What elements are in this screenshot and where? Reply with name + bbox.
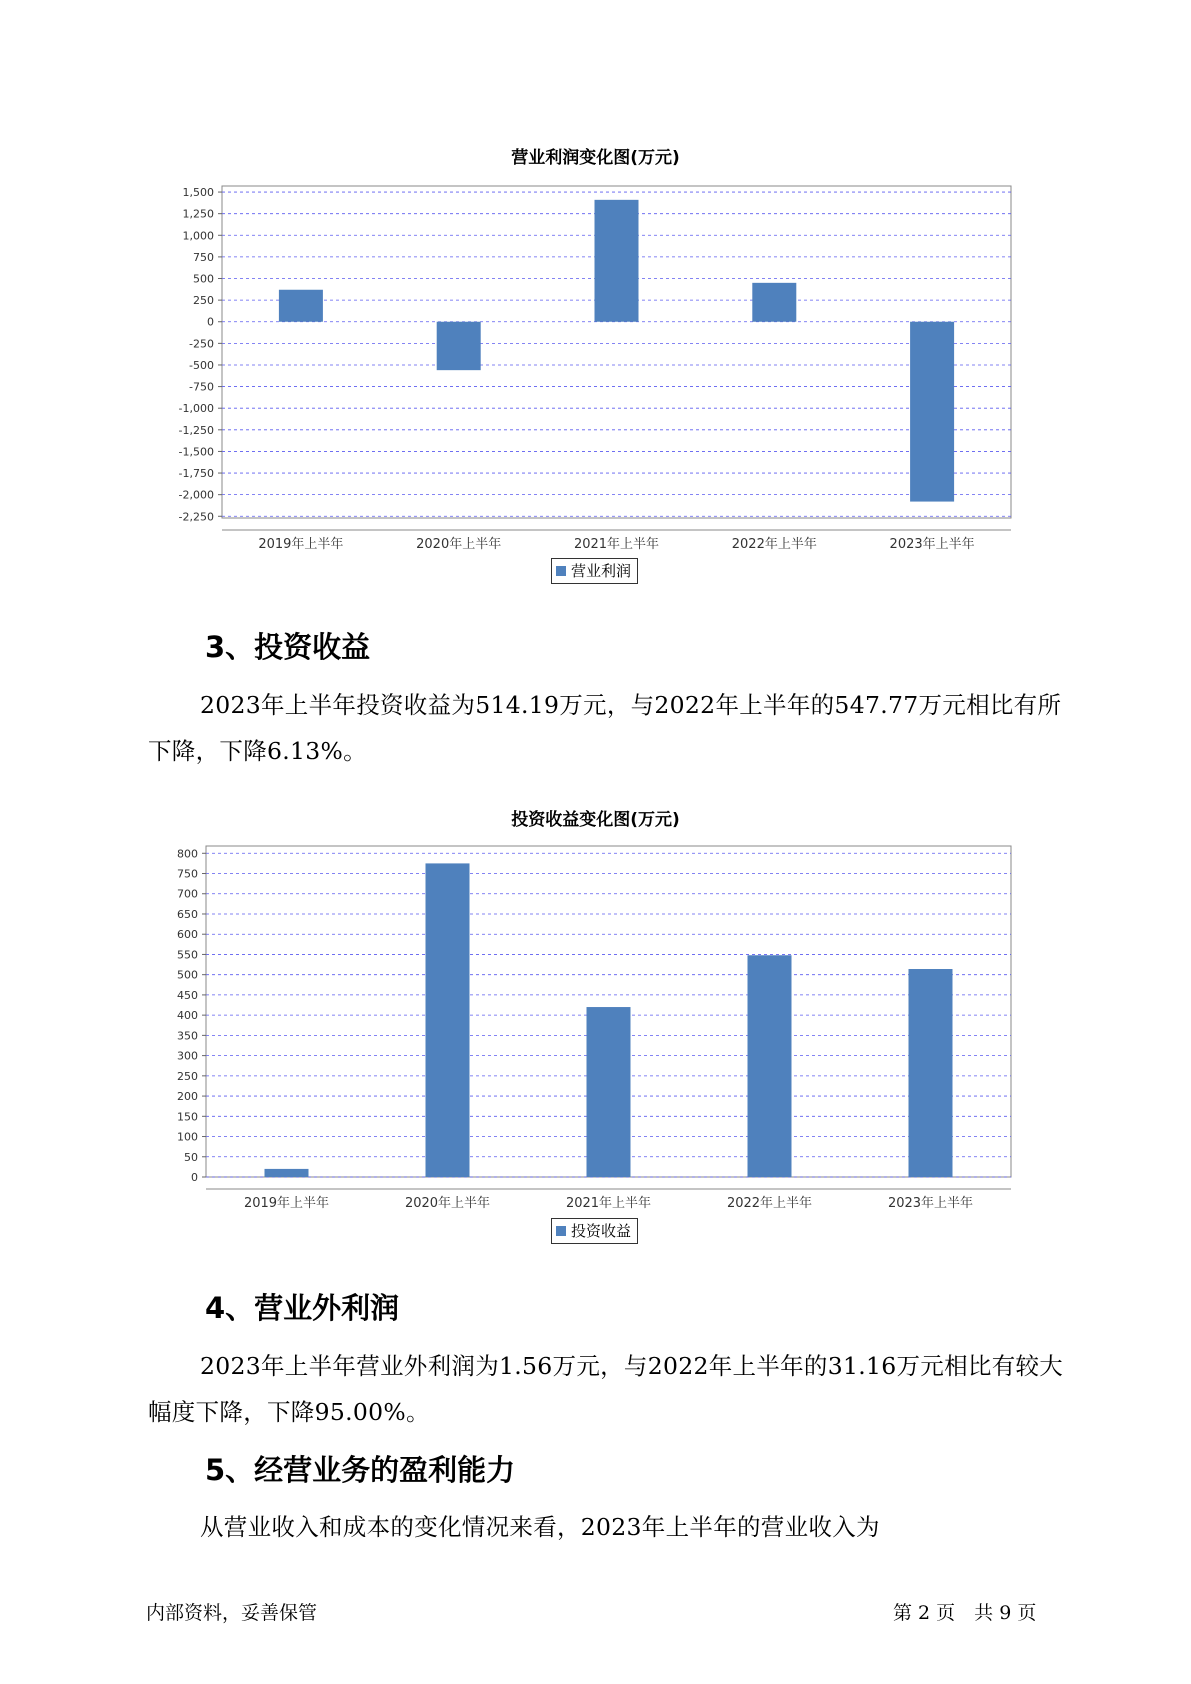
section4-paragraph: 2023年上半年营业外利润为1.56万元，与2022年上半年的31.16万元相比有较大幅度下降，下降95.00%。: [148, 1352, 1064, 1426]
chart1-ytick-label: 1,250: [182, 207, 214, 221]
chart1-ytick-label: 1,000: [182, 229, 214, 243]
chart1-ytick-label: -1,000: [178, 402, 214, 416]
chart2-xtick-label: 2020年上半年: [404, 1196, 491, 1211]
chart2-bar: [426, 863, 470, 1177]
chart1-ytick-label: 750: [193, 250, 214, 264]
chart1-legend: [551, 558, 638, 584]
chart1-xtick-label: 2019年上半年: [258, 537, 344, 552]
chart2-bar: [587, 1007, 631, 1177]
chart1-ytick-label: -1,250: [178, 423, 214, 437]
chart2-xtick-label: 2022年上半年: [726, 1196, 813, 1211]
footer-page-number: 第 2 页 共 9 页: [893, 1602, 1037, 1624]
chart2-xtick-label: 2023年上半年: [887, 1196, 974, 1211]
section4-heading: 4、营业外利润: [205, 1291, 400, 1325]
chart2-ytick-label: 450: [177, 988, 198, 1002]
section3-heading: 3、投资收益: [205, 630, 371, 664]
chart2-ytick-label: 700: [177, 887, 198, 901]
chart1-ytick-label: -2,250: [178, 510, 214, 524]
chart1-ytick-label: -250: [189, 337, 214, 351]
chart1-bar: [279, 290, 323, 322]
chart1-bar: [752, 283, 796, 322]
chart2-title: 投资收益变化图(万元): [511, 810, 680, 830]
chart1-ytick-label: -500: [189, 358, 214, 372]
chart2-ytick-label: 250: [177, 1069, 198, 1083]
chart1-ytick-label: 250: [193, 294, 214, 308]
chart2-legend: [551, 1218, 638, 1244]
chart2-bar: [265, 1169, 309, 1177]
chart2-ytick-label: 650: [177, 907, 198, 921]
chart1-bar: [910, 322, 954, 502]
chart2-ytick-label: 200: [177, 1090, 198, 1104]
chart1-xtick-label: 2021年上半年: [573, 537, 660, 552]
chart1-bar: [437, 322, 481, 370]
chart2-ytick-label: 550: [177, 948, 198, 962]
section5-paragraph: 从营业收入和成本的变化情况来看，2023年上半年的营业收入为: [200, 1513, 880, 1541]
chart2-ytick-label: 350: [177, 1029, 198, 1043]
chart1-ytick-label: 0: [207, 315, 214, 329]
chart1-ytick-label: -750: [189, 380, 214, 394]
chart2-ytick-label: 800: [177, 847, 198, 861]
chart2-ytick-label: 150: [177, 1110, 198, 1124]
investment-income-chart: [0, 830, 1191, 1230]
footer-left: 内部资料，妥善保管: [146, 1602, 318, 1624]
chart1-ytick-label: -1,750: [178, 467, 214, 481]
chart2-legend-label: 投资收益: [571, 1222, 632, 1240]
chart2-xtick-label: 2019年上半年: [243, 1196, 330, 1211]
section3-paragraph: 2023年上半年投资收益为514.19万元，与2022年上半年的547.77万元相比有所下降，下降6.13%。: [148, 691, 1062, 765]
chart2-ytick-label: 600: [177, 928, 198, 942]
chart2-ytick-label: 300: [177, 1049, 198, 1063]
chart1-ytick-label: -2,000: [178, 488, 214, 502]
legend-swatch: [556, 1226, 566, 1236]
chart1-legend-label: 营业利润: [571, 562, 632, 580]
chart1-ytick-label: -1,500: [178, 445, 214, 459]
chart2-xtick-label: 2021年上半年: [565, 1196, 652, 1211]
chart2-ytick-label: 100: [177, 1130, 198, 1144]
chart1-ytick-label: 1,500: [182, 186, 214, 200]
chart2-bar: [748, 955, 792, 1177]
chart2-ytick-label: 400: [177, 1009, 198, 1023]
chart2-ytick-label: 50: [184, 1150, 198, 1164]
legend-swatch: [556, 566, 566, 576]
chart2-ytick-label: 750: [177, 867, 198, 881]
chart2-bar: [909, 969, 953, 1177]
chart1-xtick-label: 2020年上半年: [416, 537, 502, 552]
chart1-xtick-label: 2022年上半年: [731, 537, 817, 552]
chart1-ytick-label: 500: [193, 272, 214, 286]
chart1-bar: [595, 200, 639, 322]
chart2-ytick-label: 0: [191, 1171, 198, 1184]
section5-heading: 5、经营业务的盈利能力: [205, 1453, 516, 1487]
chart1-xtick-label: 2023年上半年: [889, 537, 975, 552]
operating-profit-chart: [0, 170, 1191, 570]
chart1-title: 营业利润变化图(万元): [511, 148, 680, 168]
chart2-ytick-label: 500: [177, 968, 198, 982]
